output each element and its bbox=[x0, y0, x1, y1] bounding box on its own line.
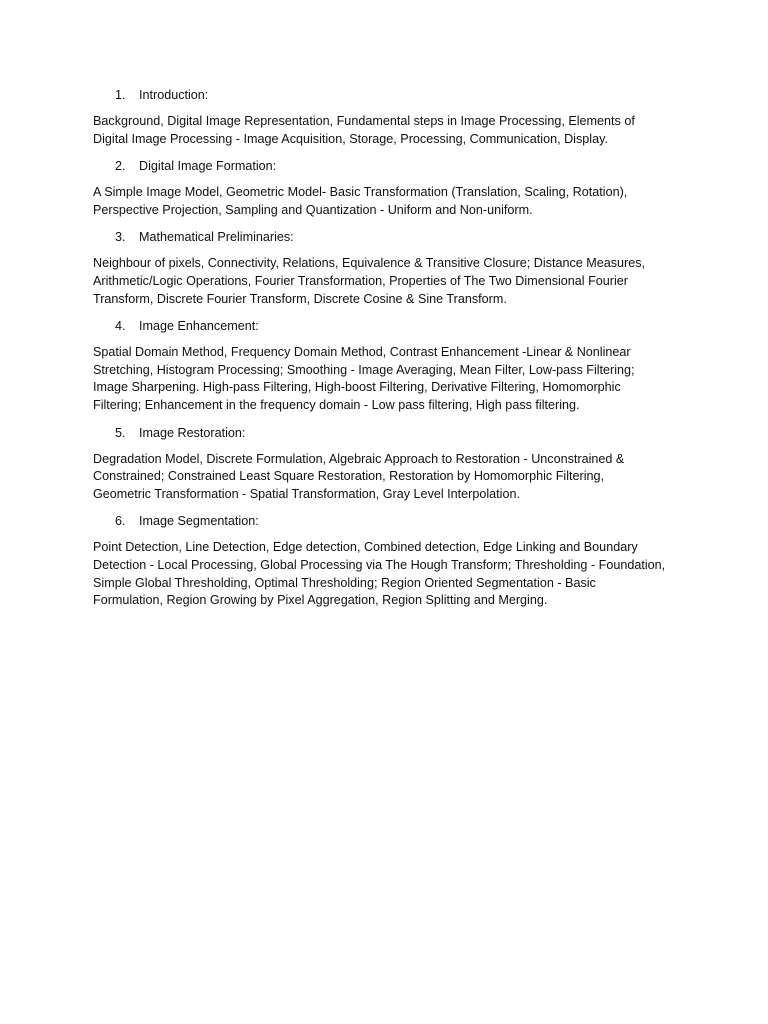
body-line: Degradation Model, Discrete Formulation, Algebraic Approach to Restoration - Unconstrained & bbox=[93, 451, 625, 466]
section-body bbox=[93, 184, 683, 219]
section-number: 6. bbox=[115, 514, 126, 529]
body-line: Filtering; Enhancement in the frequency domain - Low pass filtering, High pass filtering. bbox=[93, 397, 580, 412]
section-body bbox=[93, 255, 683, 308]
body-line: Arithmetic/Logic Operations, Fourier Transformation, Properties of The Two Dimensional Fourier bbox=[93, 273, 628, 288]
section-title: Introduction: bbox=[139, 88, 209, 102]
body-line: Detection - Local Processing, Global Processing via The Hough Transform; Thresholding - Foundation, bbox=[93, 557, 666, 572]
section-number: 5. bbox=[115, 425, 126, 440]
body-line: Stretching, Histogram Processing; Smoothing - Image Averaging, Mean Filter, Low-pass Filtering; bbox=[93, 362, 635, 377]
section-title: Digital Image Formation: bbox=[139, 159, 277, 174]
body-line: Perspective Projection, Sampling and Quantization - Uniform and Non-uniform. bbox=[93, 202, 533, 217]
section-title: Image Enhancement: bbox=[139, 319, 259, 334]
section-heading bbox=[93, 228, 683, 246]
body-line: Background, Digital Image Representation, Fundamental steps in Image Processing, Elements of bbox=[93, 114, 635, 128]
body-line: Point Detection, Line Detection, Edge detection, Combined detection, Edge Linking and Boundary bbox=[93, 540, 638, 555]
body-line: Constrained; Constrained Least Square Restoration, Restoration by Homomorphic Filtering, bbox=[93, 469, 604, 484]
section-body bbox=[93, 539, 683, 609]
section-heading bbox=[93, 512, 683, 530]
section-title: Image Restoration: bbox=[139, 425, 246, 440]
body-line: Simple Global Thresholding, Optimal Thresholding; Region Oriented Segmentation - Basic bbox=[93, 575, 596, 590]
section-body bbox=[93, 451, 683, 504]
body-line: Geometric Transformation - Spatial Transformation, Gray Level Interpolation. bbox=[93, 486, 520, 501]
section-number: 4. bbox=[115, 319, 126, 334]
body-line: A Simple Image Model, Geometric Model- Basic Transformation (Translation, Scaling, Rotation), bbox=[93, 185, 628, 200]
section-heading bbox=[93, 317, 683, 335]
section-number: 2. bbox=[115, 159, 126, 174]
body-line: Digital Image Processing - Image Acquisition, Storage, Processing, Communication, Display. bbox=[93, 131, 608, 146]
body-line: Neighbour of pixels, Connectivity, Relations, Equivalence & Transitive Closure; Distance Measures, bbox=[93, 256, 646, 271]
body-line: Transform, Discrete Fourier Transform, Discrete Cosine & Sine Transform. bbox=[93, 291, 507, 306]
section-heading bbox=[93, 157, 683, 175]
section-title: Image Segmentation: bbox=[139, 514, 259, 529]
section-heading bbox=[93, 86, 683, 104]
section-number: 1. bbox=[115, 88, 126, 102]
section-body bbox=[93, 113, 683, 148]
body-line: Spatial Domain Method, Frequency Domain Method, Contrast Enhancement -Linear & Nonlinear bbox=[93, 345, 631, 360]
section-title: Mathematical Preliminaries: bbox=[139, 230, 294, 245]
section-body bbox=[93, 344, 683, 414]
section-number: 3. bbox=[115, 230, 126, 245]
body-line: Formulation, Region Growing by Pixel Aggregation, Region Splitting and Merging. bbox=[93, 593, 548, 608]
body-line: Image Sharpening. High-pass Filtering, High-boost Filtering, Derivative Filtering, Homomorphic bbox=[93, 380, 621, 395]
syllabus-content bbox=[93, 86, 683, 619]
section-heading bbox=[93, 424, 683, 442]
